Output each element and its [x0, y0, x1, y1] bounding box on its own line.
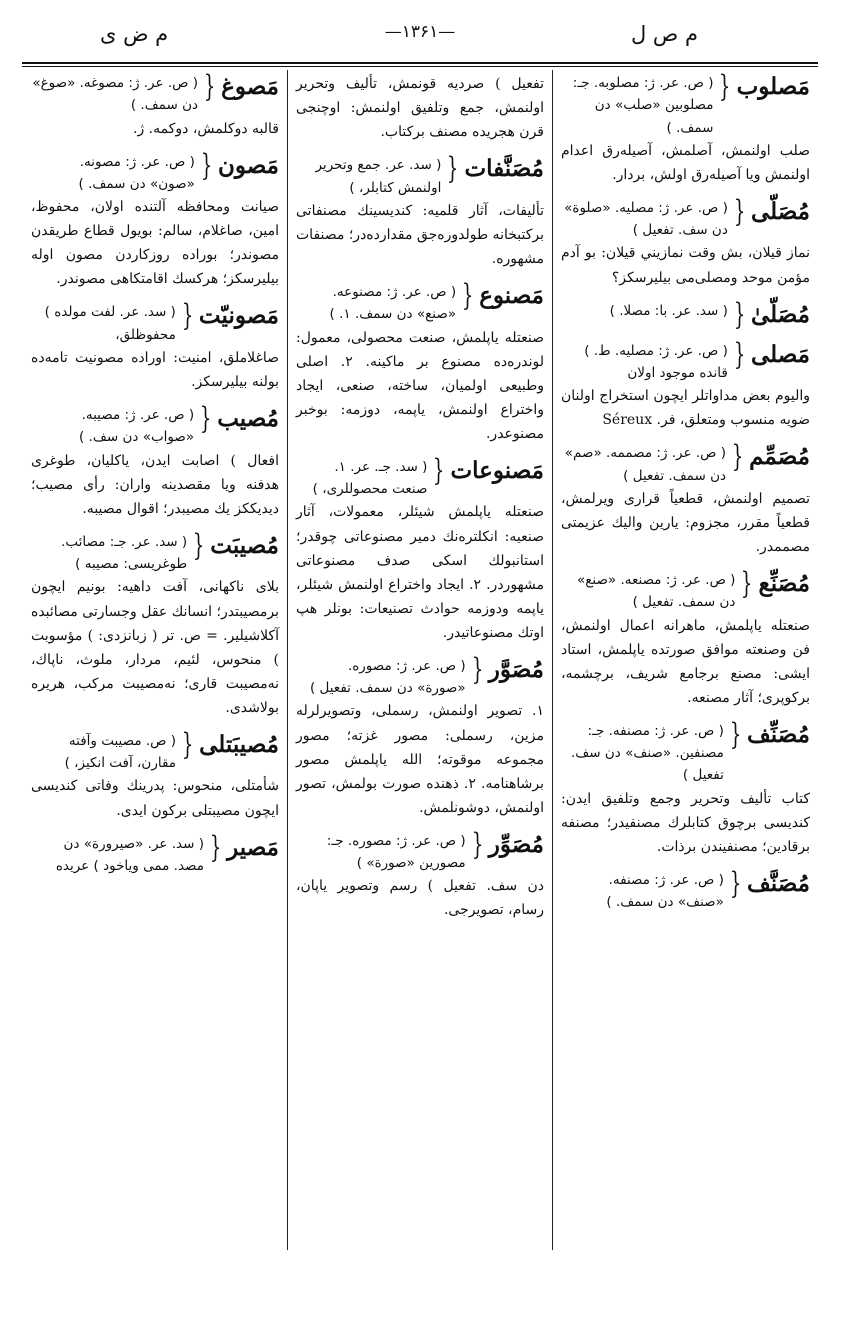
brace-glyph: {	[433, 452, 445, 488]
entry-headword: مُصيبَتلى	[199, 730, 279, 758]
entry-head	[296, 651, 544, 700]
entry-head	[31, 401, 279, 449]
dictionary-entry	[31, 829, 279, 878]
dictionary-entry	[561, 193, 810, 290]
entry-head	[31, 72, 279, 117]
brace-glyph: {	[731, 439, 744, 475]
entry-grammar: ( سد. عر. «صيرورة» دن مصد. ممى وياخود ) عريده	[55, 835, 204, 874]
entry-head	[296, 826, 544, 875]
column-middle	[288, 70, 553, 1250]
entry-definition: ۱. تصوير اولنمش، رسملى، وتصويرلرله مزين، رسملى: مصور غزته؛ مصور مجموعه موقوته؛ الله ياپلمش مصور برشاهنامه. ۲. ذهنده صورت بولمش، تصور اولنمش، دوشونلمش.	[296, 703, 544, 816]
entry-headword: مَصير	[227, 833, 279, 861]
entry-definition: تأليفات، آثار قلميه: كنديسينك مصنفاتى بركتبخانه طولدوره‌جق مقداردەدر؛ مصنفات مشهوره.	[296, 202, 544, 267]
dictionary-entry	[561, 566, 810, 710]
dictionary-entry	[561, 336, 810, 433]
dictionary-entry	[296, 151, 544, 271]
entry-headword: مَصلى	[750, 340, 810, 368]
brace-glyph: {	[733, 193, 746, 229]
dictionary-entry	[296, 452, 544, 645]
entry-grammar: ( ص. عر. ژ: مصوره. جـ: مصورين «صورة» )	[326, 832, 466, 872]
dictionary-entry	[31, 298, 279, 394]
entry-headword: مُصَلّىٰ	[750, 300, 810, 328]
entry-head	[561, 72, 810, 139]
dictionary-entry	[561, 439, 810, 559]
entry-definition: صنعتله ياپلمش، صنعت محصولى، معمول: لوندره‌ده مصنوع بر ماكينه. ۲. اصلى وطبيعى اولميان، ساخته، صنعى، ايجاد واختراع اولنمش، ياپمه، دوزمه: بوخبر مصنوعدر.	[296, 329, 544, 442]
brace-glyph: {	[461, 278, 474, 313]
entry-headword: مَصلوب	[736, 73, 810, 100]
entry-head	[296, 452, 544, 501]
entry-grammar: ( سد. عر. با: مصلا. )	[609, 302, 728, 319]
entry-headword: مُصَنِّع	[758, 570, 810, 598]
entry-grammar: ( سد. عر. لفت مولده ) محفوظلق،	[44, 304, 176, 343]
brace-glyph: {	[719, 70, 731, 104]
entry-headword: مُصَنِّف	[746, 720, 810, 748]
entry-headword: مُصَوِّر	[488, 830, 544, 858]
entry-head	[561, 716, 810, 787]
entry-grammar: ( سد. عر. جمع وتحرير اولنمش كتابلر، )	[315, 157, 442, 196]
column-right	[553, 70, 818, 1250]
entry-grammar: ( ص. عر. ژ: مصيبه. «صواب» دن سف. )	[79, 407, 195, 446]
entry-headword: مُصَنَّفات	[464, 155, 544, 183]
entry-grammar: ( ص. عر. ژ: مصونه. «صون» دن سمف. )	[78, 153, 195, 192]
entry-grammar: ( ص. عر. ژ: مصنفه. «صنف» دن سمف. )	[606, 871, 724, 911]
entry-head	[561, 193, 810, 242]
entry-definition: دن سف. تفعيل ) رسم وتصوير ياپان، رسام، تصويرجى.	[296, 878, 544, 919]
entry-headword: مُصَوَّر	[488, 655, 544, 683]
dictionary-entry	[561, 716, 810, 859]
entry-grammar: ( ص. عر. ژ: مصنفه. جـ: مصنفين. «صنف» دن سف. تفعيل )	[571, 722, 724, 784]
dictionary-entry	[296, 826, 544, 923]
page-header	[22, 18, 818, 60]
dictionary-entry	[296, 278, 544, 446]
header-right-letters: م ص ل	[631, 22, 698, 46]
header-left-letters: م ض ی	[100, 22, 169, 46]
brace-glyph: {	[181, 298, 194, 334]
entry-grammar: ( سد. جـ. عر. ۱. صنعت محصوللرى، )	[312, 458, 428, 498]
entry-grammar: ( ص. مصيبت وآفته مقارن، آفت انكيز، )	[64, 732, 177, 772]
brace-glyph: {	[471, 826, 483, 862]
entry-grammar: ( ص. عر. ژ: مصنعه. «صنع» دن سمف. تفعيل )	[576, 572, 736, 611]
brace-glyph: {	[471, 651, 483, 687]
entry-head	[561, 566, 810, 614]
dictionary-entry	[296, 72, 544, 144]
entry-grammar: ( ص. عر. ژ: مصليه. ط. ) قانده موجود اولان	[584, 342, 728, 381]
entry-head	[31, 298, 279, 346]
entry-definition: صلب اولنمش، آصلمش، آصيله‌رق اعدام اولنمش ويا آصيله‌رق اولش، بردار.	[561, 142, 810, 183]
entry-headword: مَصنوعات	[450, 456, 544, 484]
entry-definition: تفعيل ) صرديه قونمش، تأليف وتحرير اولنمش، جمع وتلفيق اولنمش: اوچنجى قرن هجريده مصنف بركتاب.	[296, 76, 544, 141]
entry-grammar: ( ص. عر. ژ: مصنوعه. «صنع» دن سمف. ۱. )	[329, 284, 457, 323]
entry-grammar: ( ص. عر. ژ: مصلوبه. جـ: مصلوبين «صلب» دن سمف. )	[572, 75, 714, 136]
brace-glyph: {	[203, 70, 216, 104]
header-rule-thin	[22, 66, 818, 67]
dictionary-entry	[31, 527, 279, 720]
entry-grammar: ( ص. عر. ژ: مصوغه. «صوغ» دن سمف. )	[32, 75, 199, 114]
entry-head	[31, 147, 279, 196]
entry-head	[296, 151, 544, 199]
entry-head	[31, 527, 279, 576]
entry-definition: شأمتلى، منحوس: پدرينك وفاتى كنديسى ايچون مصيبتلى بركون ايدى.	[31, 778, 279, 819]
dictionary-entry	[31, 72, 279, 141]
entry-head	[31, 829, 279, 878]
entry-head	[31, 726, 279, 775]
brace-glyph: {	[729, 716, 742, 752]
header-page-number: —۱۳۶۱—	[384, 22, 456, 42]
entry-headword: مَصوغ	[221, 73, 279, 100]
entry-head	[561, 336, 810, 385]
brace-glyph: {	[733, 296, 746, 332]
entry-definition: صنعتله ياپلمش، ماهرانه اعمال اولنمش، فن وصنعته موافق صورتده ياپلمش، استاد ايشى: مصنع برجامع شريف، برچشمه، بركوپرى؛ آثار مصنعه.	[561, 617, 810, 706]
entry-headword: مَصنوع	[479, 282, 544, 309]
dictionary-entry	[561, 296, 810, 332]
entry-headword: مُصَلّى	[750, 197, 810, 225]
dictionary-entry	[31, 401, 279, 521]
entry-grammar: ( ص. عر. ژ: مصليه. «صلوة» دن سف. تفعيل )	[564, 199, 728, 239]
entry-head	[561, 439, 810, 487]
entry-definition: صاغلاملق، امنيت: اوراده مصونيت تامه‌ده بولنه بيليرسكز.	[31, 349, 279, 391]
entry-headword: مَصون	[217, 151, 279, 179]
dictionary-entry	[296, 651, 544, 820]
entry-headword: مُصيبَت	[210, 531, 279, 559]
column-left	[23, 70, 288, 1250]
entry-headword: مُصَنَّف	[746, 869, 810, 897]
entry-definition: بلاى ناكهانى، آفت داهيه: بونيم ايچون برمصيبتدر؛ انسانك عقل وجسارتى مصائبده آكلاشيلير. = ص. تر ( زبانزدى: ) مؤسوبت ) منحوس، لئيم، مردار، ملوث، ناپاك، نه‌مصيبت قارى؛ نه‌مصيبت مركب، هريره بولاشدى.	[31, 579, 279, 716]
entry-head	[561, 296, 810, 332]
entry-definition: صنعتله ياپلمش شيئلر، معمولات، آثار صنعيه: انكلتره‌نك دمير مصنوعاتى چوقدر؛ استانبولك اسكى صدف مصنوعاتى مشهوردر. ۲. ايجاد واختراع اولنمش شيئلر، ياپمه ودوزمه حوادث تصنيعات: بونلر هپ اوتك مصنوعاتيدر.	[296, 504, 544, 641]
brace-glyph: {	[192, 527, 205, 563]
brace-glyph: {	[209, 829, 222, 865]
entry-head	[296, 278, 544, 326]
entry-headword: مُصَمِّم	[749, 443, 810, 471]
dictionary-entry	[561, 72, 810, 187]
dictionary-entry	[31, 147, 279, 292]
entry-definition: تصميم اولنمش، قطعياً قرارى ويرلمش، قطعياً مقرر، مجزوم: يارين واليك عزيمتى مصممدر.	[561, 490, 810, 556]
dictionary-entry	[561, 865, 810, 914]
brace-glyph: {	[741, 566, 753, 602]
entry-definition: نماز قيلان، بش وقت نمازيني قيلان: بو آدم مؤمن موحد ومصلى‌مى بيليرسكز؟	[561, 245, 810, 286]
brace-glyph: {	[200, 147, 213, 183]
entry-head	[561, 865, 810, 914]
entry-grammar: ( سد. عر. جـ: مصائب. طوغريسى: مصيبه )	[61, 533, 188, 573]
brace-glyph: {	[733, 336, 746, 372]
entry-definition: قالبه دوكلمش، دوكمه. ژ.	[133, 120, 279, 137]
dictionary-columns	[22, 70, 818, 1250]
brace-glyph: {	[729, 865, 742, 901]
entry-grammar: ( ص. عر. ژ: مصوره. «صورة» دن سمف. تفعيل )	[309, 657, 466, 697]
header-rule	[22, 62, 818, 64]
entry-definition: صيانت ومحافظه آلتنده اولان، محفوظ، امين، صاغلام، سالم: بويول قطاع طريقدن مصوندر؛ بوراده روزكاردن مصون اوله بيليرسكز؛ هركسك اقامتكاهى مصوندر.	[31, 199, 279, 288]
entry-definition: واليوم بعض مداواتلر ايچون استخراج اولنان ضويه منسوب ومتعلق، فر. Séreux	[561, 388, 810, 429]
entry-grammar: ( ص. عر. ژ: مصممه. «صم» دن سمف. تفعيل )	[564, 445, 727, 484]
entry-headword: مُصيب	[217, 405, 279, 433]
brace-glyph: {	[447, 151, 459, 187]
entry-definition: كتاب تأليف وتحرير وجمع وتلفيق ايدن: كنديسى برچوق كتابلرك مصنفيدر؛ مصنفه برقادين؛ مصنفيندن برذات.	[561, 790, 810, 855]
entry-headword: مَصونيّت	[198, 302, 279, 330]
brace-glyph: {	[181, 726, 194, 762]
dictionary-entry	[31, 726, 279, 823]
brace-glyph: {	[199, 401, 212, 437]
entry-definition: افعال ) اصابت ايدن، ياكليان، طوغرى هدفنه ويا مقصدينه واران: رأى مصيب؛ ديديككز يك مصيبدر؛ اقوال مصيبه.	[31, 452, 279, 517]
